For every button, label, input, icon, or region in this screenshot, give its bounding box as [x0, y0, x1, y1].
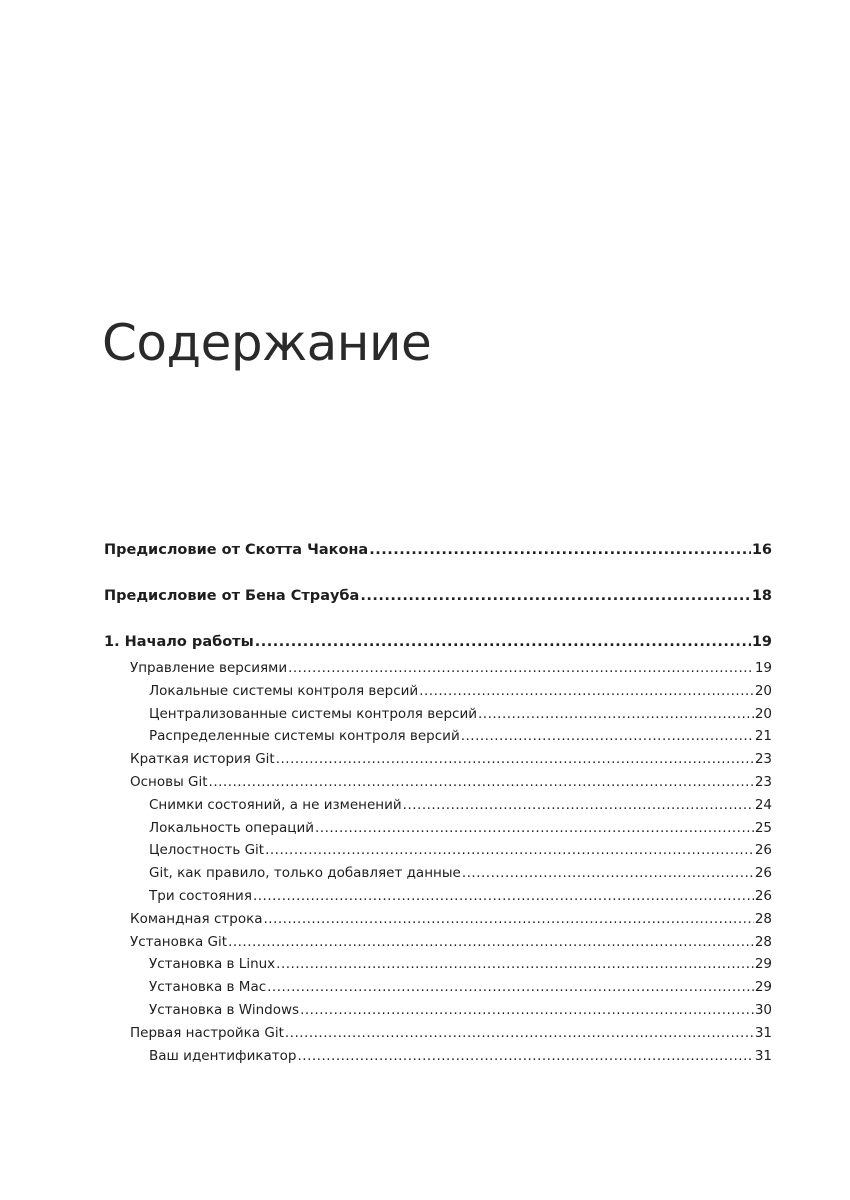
- toc-entry[interactable]: [104, 976, 772, 999]
- toc-entry[interactable]: [104, 794, 772, 817]
- toc-entry[interactable]: [104, 703, 772, 726]
- toc-leader-dots: [255, 630, 751, 654]
- toc-leader-dots: [369, 538, 751, 562]
- toc-entry-label: Ваш идентификатор: [149, 1047, 297, 1064]
- toc-leader-dots: [288, 657, 754, 680]
- toc-entry-page: 25: [754, 819, 772, 836]
- toc-entry-label: Локальность операций: [149, 819, 315, 836]
- toc-leader-dots: [461, 725, 754, 748]
- toc-entry-page: 31: [754, 1047, 772, 1064]
- toc-leader-dots: [478, 703, 754, 726]
- toc-entry-page: 31: [754, 1024, 772, 1041]
- toc-entry-page: 30: [754, 1001, 772, 1018]
- toc-entry[interactable]: [104, 839, 772, 862]
- toc-leader-dots: [253, 885, 754, 908]
- toc-entry-page: 23: [754, 773, 772, 790]
- toc-leader-dots: [403, 794, 754, 817]
- toc-entry[interactable]: [104, 748, 772, 771]
- toc-entry[interactable]: [104, 725, 772, 748]
- toc-leader-dots: [419, 680, 754, 703]
- toc-entry-page: 26: [754, 842, 772, 859]
- toc-entry[interactable]: [104, 630, 772, 654]
- toc-entry-label: Командная строка: [130, 910, 263, 927]
- table-of-contents: [104, 538, 772, 1067]
- toc-entry-page: 29: [754, 979, 772, 996]
- toc-entry-page: 28: [754, 910, 772, 927]
- toc-entry[interactable]: [104, 908, 772, 931]
- toc-entry[interactable]: [104, 885, 772, 908]
- toc-entry-page: 16: [751, 542, 772, 558]
- toc-entry-label: Три состояния: [149, 887, 252, 904]
- toc-entry-page: 18: [751, 588, 772, 604]
- toc-entry-page: 19: [751, 634, 772, 650]
- toc-leader-dots: [265, 839, 754, 862]
- toc-entry-label: Целостность Git: [149, 842, 265, 859]
- toc-entry-label: Краткая история Git: [130, 751, 275, 768]
- toc-entry[interactable]: [104, 999, 772, 1022]
- toc-entry-label: Локальные системы контроля версий: [149, 682, 419, 699]
- toc-leader-dots: [300, 999, 754, 1022]
- toc-entry-page: 24: [754, 796, 772, 813]
- toc-entry-label: Управление версиями: [130, 660, 288, 676]
- toc-entry-page: 23: [754, 751, 772, 768]
- toc-entry-page: 29: [754, 956, 772, 973]
- toc-entry-label: Централизованные системы контроля версий: [149, 705, 477, 722]
- toc-entry[interactable]: [104, 817, 772, 840]
- toc-entry-label: Установка в Mac: [149, 979, 267, 996]
- toc-entry-label: Распределенные системы контроля версий: [149, 728, 460, 745]
- toc-entry-label: Предисловие от Бена Страуба: [104, 588, 360, 604]
- toc-entry[interactable]: [104, 1045, 772, 1068]
- toc-entry[interactable]: [104, 1022, 772, 1045]
- toc-entry[interactable]: [104, 771, 772, 794]
- toc-entry-page: 20: [754, 682, 772, 699]
- toc-entry-page: 26: [754, 887, 772, 904]
- toc-entry[interactable]: [104, 953, 772, 976]
- toc-entry[interactable]: [104, 931, 772, 954]
- toc-entry-label: Предисловие от Скотта Чакона: [104, 542, 369, 558]
- toc-entry-label: Первая настройка Git: [130, 1024, 284, 1041]
- toc-leader-dots: [264, 908, 754, 931]
- toc-entry[interactable]: [104, 584, 772, 608]
- toc-leader-dots: [276, 953, 754, 976]
- toc-leader-dots: [462, 862, 754, 885]
- toc-leader-dots: [315, 817, 754, 840]
- toc-entry-label: Основы Git: [130, 773, 208, 790]
- toc-leader-dots: [360, 584, 750, 608]
- toc-entry-page: 20: [754, 705, 772, 722]
- toc-leader-dots: [267, 976, 754, 999]
- toc-leader-dots: [209, 771, 754, 794]
- toc-leader-dots: [228, 931, 754, 954]
- toc-entry-label: Установка в Windows: [149, 1001, 300, 1018]
- toc-entry[interactable]: [104, 680, 772, 703]
- toc-entry-page: 19: [754, 660, 772, 676]
- toc-entry-page: 26: [754, 865, 772, 882]
- toc-entry-label: 1. Начало работы: [104, 634, 254, 650]
- toc-entry-label: Установка Git: [130, 933, 228, 950]
- toc-entry[interactable]: [104, 657, 772, 680]
- toc-entry-label: Снимки состояний, а не изменений: [149, 796, 402, 813]
- toc-entry[interactable]: [104, 862, 772, 885]
- toc-entry-label: Git, как правило, только добавляет данные: [149, 865, 461, 882]
- toc-entry-page: 28: [754, 933, 772, 950]
- toc-entry-label: Установка в Linux: [149, 956, 276, 973]
- toc-leader-dots: [298, 1045, 754, 1068]
- toc-entry-page: 21: [754, 728, 772, 745]
- toc-leader-dots: [276, 748, 754, 771]
- toc-entry[interactable]: [104, 538, 772, 562]
- page-title: Содержание: [102, 314, 432, 372]
- toc-leader-dots: [285, 1022, 754, 1045]
